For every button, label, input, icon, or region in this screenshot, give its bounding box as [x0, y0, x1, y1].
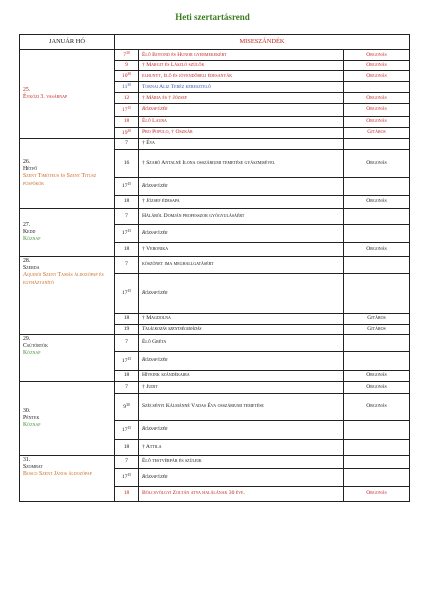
- mass-intention: Élő testvérpár és szüleik: [139, 455, 344, 468]
- mass-music: Orgonás: [344, 93, 410, 104]
- mass-intention: köszönet ima meghallgatásért: [139, 256, 344, 273]
- mass-time: $7^{30}$: [115, 50, 139, 61]
- mass-intention: † Magdolna: [139, 313, 344, 324]
- mass-row: [20, 334, 410, 351]
- day-name: Csütörtök: [23, 343, 48, 350]
- mass-time: 7: [115, 208, 139, 224]
- mass-intention: † Judit: [139, 381, 344, 393]
- mass-time: 18: [115, 439, 139, 455]
- mass-time: $17^{15}$: [115, 420, 139, 439]
- header-mass: MISESZÁNDÉK: [115, 35, 410, 50]
- mass-row: [20, 50, 410, 61]
- mass-intention: Élő Botond és Hunor gyermekekért: [139, 50, 344, 61]
- mass-row: [20, 208, 410, 224]
- mass-time: $10^{30}$: [115, 71, 139, 82]
- mass-intention: Bölcsvölgyi Zoltán atya halálának 30 éve.: [139, 486, 344, 501]
- header-day: JANUÁR HÓ: [20, 35, 115, 50]
- day-name: Évközi 3. vasárnap: [23, 93, 68, 100]
- mass-music: Orgonás: [344, 370, 410, 381]
- day-name: Kedd: [23, 228, 36, 235]
- day-cell: [20, 50, 115, 139]
- mass-time: 9: [115, 60, 139, 71]
- mass-time: $19^{30}$: [115, 127, 139, 138]
- day-feast: Köznap: [23, 350, 41, 357]
- mass-intention: Híveink szándékaira: [139, 370, 344, 381]
- mass-time: 19: [115, 324, 139, 334]
- mass-row: [20, 455, 410, 468]
- mass-time: 7: [115, 138, 139, 149]
- mass-time: 12: [115, 93, 139, 104]
- mass-music: Gitáros: [344, 127, 410, 138]
- mass-intention: † Margit és László szülők: [139, 60, 344, 71]
- mass-music: [344, 224, 410, 242]
- mass-intention: † Szabó Antalné Ilona osszáriumi temetése gyászmisével: [139, 149, 344, 177]
- mass-intention: Rózsafüzér: [139, 103, 344, 116]
- mass-intention: Rózsafüzér: [139, 468, 344, 486]
- mass-music: [344, 138, 410, 149]
- mass-intention: † Éva: [139, 138, 344, 149]
- day-name: Péntek: [23, 414, 40, 421]
- day-cell: [20, 455, 115, 501]
- schedule-table: [19, 34, 410, 502]
- mass-time: 18: [115, 313, 139, 324]
- mass-time: 16: [115, 149, 139, 177]
- mass-row: [20, 138, 410, 149]
- mass-intention: † Attila: [139, 439, 344, 455]
- mass-time: $17^{15}$: [115, 273, 139, 313]
- day-cell: [20, 381, 115, 455]
- day-name: Hétfő: [23, 166, 38, 173]
- mass-music: [344, 439, 410, 455]
- day-name: Szombat: [23, 464, 43, 471]
- mass-music: [344, 208, 410, 224]
- mass-time: $17^{15}$: [115, 468, 139, 486]
- mass-time: $9^{30}$: [115, 393, 139, 420]
- mass-intention: † Veronika: [139, 242, 344, 256]
- day-feast: Köznap: [23, 422, 41, 429]
- mass-time: $11^{30}$: [115, 82, 139, 93]
- mass-music: Orgonás: [344, 486, 410, 501]
- day-date: 29.: [23, 335, 31, 342]
- mass-music: Gitáros: [344, 324, 410, 334]
- mass-time: $17^{15}$: [115, 103, 139, 116]
- mass-music: [344, 273, 410, 313]
- mass-music: Orgonás: [344, 60, 410, 71]
- mass-intention: Élő Laura: [139, 116, 344, 127]
- mass-music: Orgonás: [344, 393, 410, 420]
- mass-intention: Élő Gréta: [139, 334, 344, 351]
- mass-intention: † Mária és † József: [139, 93, 344, 104]
- mass-time: 7: [115, 256, 139, 273]
- day-date: 30.: [23, 407, 31, 414]
- mass-intention: elhunyt, élő és jövendőbeli édesanyák: [139, 71, 344, 82]
- mass-intention: Rózsafüzér: [139, 177, 344, 195]
- day-date: 25.: [23, 86, 31, 93]
- mass-intention: Tornai Aliz Teréz keresztelő: [139, 82, 344, 93]
- mass-music: Orgonás: [344, 195, 410, 208]
- mass-time: $17^{15}$: [115, 177, 139, 195]
- mass-music: [344, 351, 410, 370]
- mass-music: [344, 455, 410, 468]
- day-date: 26.: [23, 158, 31, 165]
- mass-intention: Rózsafüzér: [139, 224, 344, 242]
- mass-music: [344, 468, 410, 486]
- day-feast: Szent Timóteus és Szent Titusz püspökök: [23, 173, 97, 187]
- day-name: Szerda: [23, 265, 40, 272]
- mass-time: $17^{15}$: [115, 224, 139, 242]
- mass-intention: Szécsényi Kálmánné Vadas Éva osszáriumi temetése: [139, 393, 344, 420]
- mass-row: [20, 256, 410, 273]
- day-cell: [20, 256, 115, 334]
- mass-intention: Hálából Domján professzor gyógyulásáért: [139, 208, 344, 224]
- day-date: 27.: [23, 221, 31, 228]
- mass-time: 18: [115, 370, 139, 381]
- mass-intention: Pro Populo, † Oszkár: [139, 127, 344, 138]
- mass-time: 7: [115, 455, 139, 468]
- mass-time: 18: [115, 242, 139, 256]
- mass-row: [20, 381, 410, 393]
- mass-music: [344, 420, 410, 439]
- mass-time: $17^{15}$: [115, 351, 139, 370]
- day-cell: [20, 138, 115, 208]
- mass-intention: † József édesapa: [139, 195, 344, 208]
- day-date: 31.: [23, 456, 31, 463]
- mass-intention: Rózsafüzér: [139, 420, 344, 439]
- mass-music: Orgonás: [344, 50, 410, 61]
- mass-music: Orgonás: [344, 71, 410, 82]
- mass-time: 18: [115, 116, 139, 127]
- day-feast: Köznap: [23, 236, 41, 243]
- mass-intention: Rózsafüzér: [139, 351, 344, 370]
- day-cell: [20, 208, 115, 256]
- mass-music: Orgonás: [344, 381, 410, 393]
- mass-music: [344, 334, 410, 351]
- page-title: Heti szertartásrend: [175, 12, 250, 22]
- mass-music: Orgonás: [344, 149, 410, 177]
- mass-music: Gitáros: [344, 313, 410, 324]
- mass-time: 18: [115, 486, 139, 501]
- mass-music: Orgonás: [344, 116, 410, 127]
- mass-intention: Találkozás szentségimádás: [139, 324, 344, 334]
- mass-time: 18: [115, 195, 139, 208]
- day-cell: [20, 334, 115, 381]
- mass-music: [344, 177, 410, 195]
- mass-intention: Rózsafüzér: [139, 273, 344, 313]
- day-date: 28.: [23, 257, 31, 264]
- day-feast: Aquinói Szent Tamás áldozópap és egyháztanító: [23, 272, 104, 286]
- mass-time: 7: [115, 381, 139, 393]
- day-feast: Bosco Szent János áldozópap: [23, 471, 92, 478]
- mass-music: Orgonás: [344, 242, 410, 256]
- mass-music: [344, 256, 410, 273]
- mass-music: Orgonás: [344, 103, 410, 116]
- mass-time: 7: [115, 334, 139, 351]
- mass-music: [344, 82, 410, 93]
